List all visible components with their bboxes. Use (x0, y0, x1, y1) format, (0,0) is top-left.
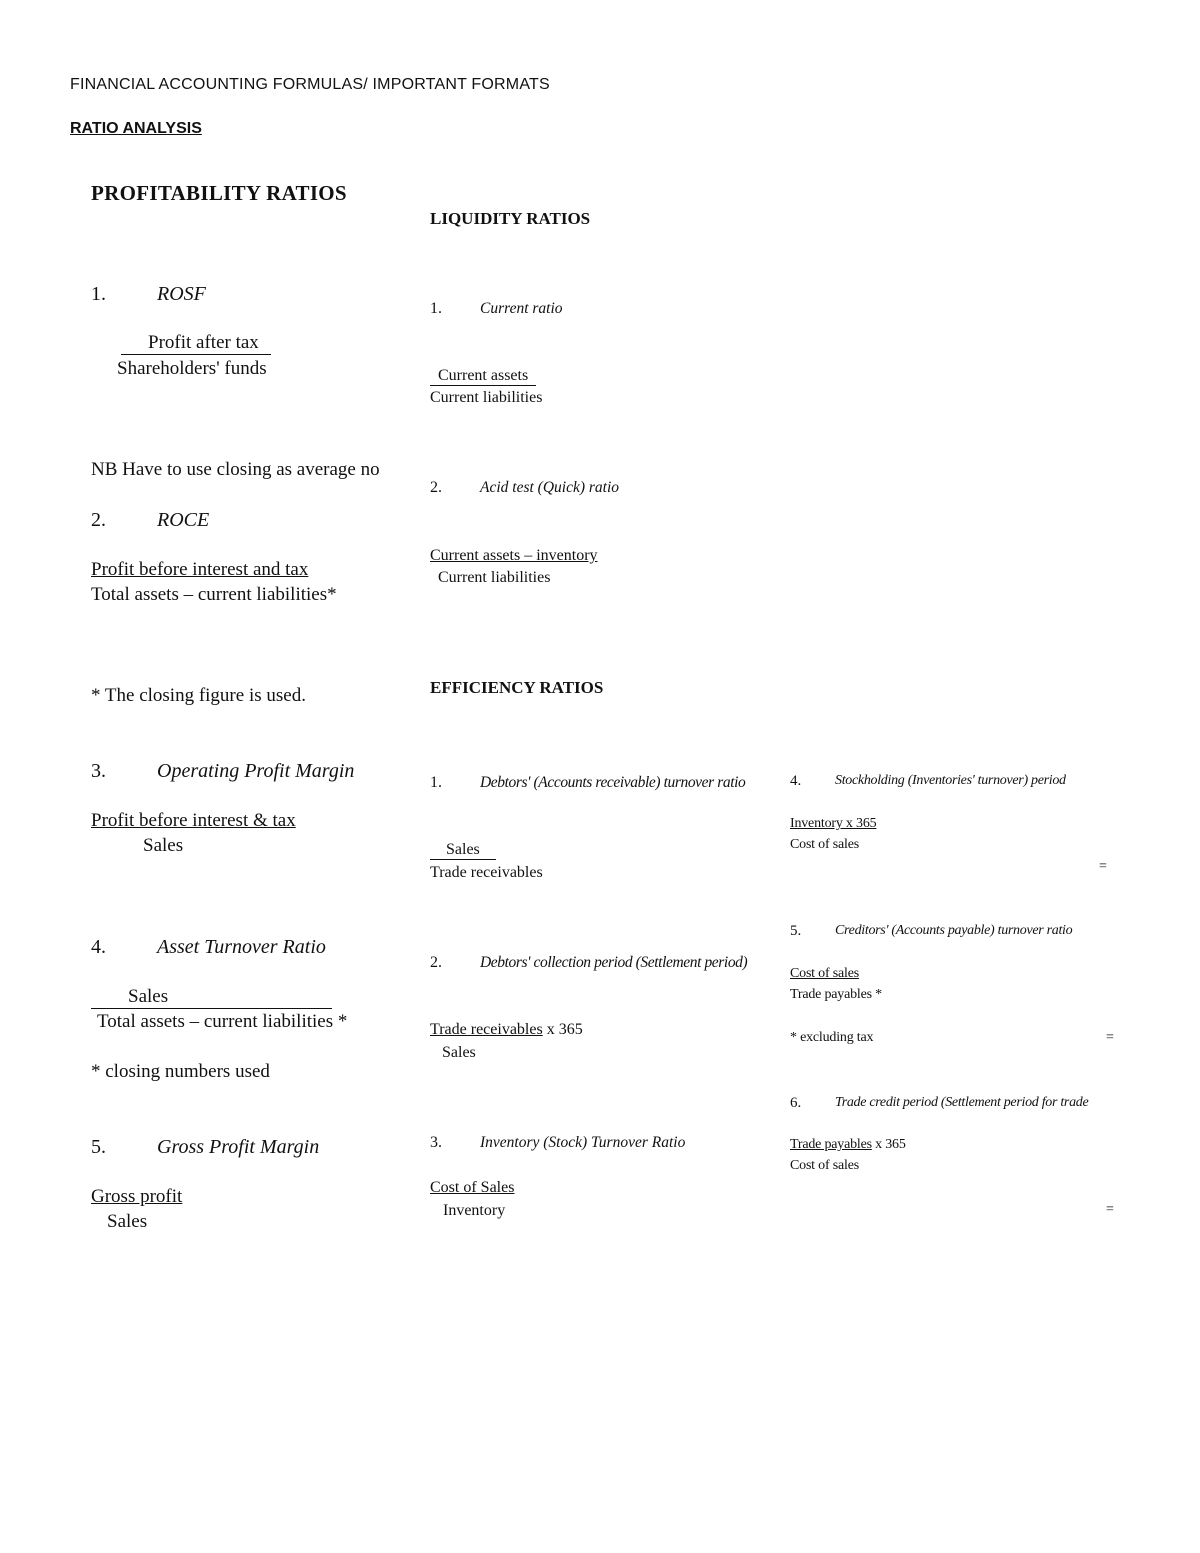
stockholding-denominator: Cost of sales (790, 837, 859, 852)
roce-numerator: Profit before interest and tax (91, 559, 309, 580)
roce-number: 2. (91, 509, 106, 531)
rosf-numerator: Profit after tax (148, 332, 259, 353)
creditors-turnover-title: Creditors' (Accounts payable) turnover ratio (835, 923, 1073, 938)
trade-credit-equals: = (1106, 1202, 1114, 1217)
rosf-denominator: Shareholders' funds (117, 358, 267, 379)
collection-period-number: 2. (430, 954, 442, 971)
trade-credit-numerator-line (790, 1137, 906, 1153)
current-ratio-denominator: Current liabilities (430, 389, 543, 406)
atr-denominator: Total assets – current liabilities * (97, 1011, 348, 1032)
stockholding-numerator: Inventory x 365 (790, 816, 877, 831)
current-ratio-fraction-line (430, 385, 536, 386)
acid-test-numerator: Current assets – inventory (430, 547, 598, 564)
stockholding-equals: = (1099, 859, 1107, 874)
roce-denominator: Total assets – current liabilities* (91, 584, 337, 605)
creditors-turnover-note: * excluding tax (790, 1030, 874, 1045)
debtors-turnover-title: Debtors' (Accounts receivable) turnover ratio (480, 774, 746, 791)
rosf-number: 1. (91, 283, 106, 305)
section-title: RATIO ANALYSIS (70, 120, 202, 137)
creditors-turnover-denominator: Trade payables * (790, 987, 882, 1002)
rosf-note: NB Have to use closing as average no (91, 459, 380, 480)
gpm-denominator: Sales (107, 1211, 148, 1232)
acid-test-title: Acid test (Quick) ratio (480, 479, 620, 496)
trade-credit-title: Trade credit period (Settlement period for trade (835, 1095, 1089, 1110)
opm-number: 3. (91, 760, 106, 782)
creditors-turnover-number: 5. (790, 923, 802, 939)
trade-credit-denominator: Cost of sales (790, 1158, 859, 1173)
inventory-turnover-denominator: Inventory (443, 1202, 506, 1219)
debtors-turnover-number: 1. (430, 774, 442, 791)
roce-note: * The closing figure is used. (91, 685, 306, 706)
current-ratio-title: Current ratio (480, 300, 563, 317)
gpm-numerator: Gross profit (91, 1186, 183, 1207)
opm-numerator: Profit before interest & tax (91, 810, 296, 831)
gpm-title: Gross Profit Margin (157, 1136, 320, 1158)
atr-fraction-line (91, 1008, 332, 1009)
collection-period-numerator: Trade receivables (430, 1021, 543, 1038)
collection-period-numerator-line (430, 1021, 583, 1039)
rosf-fraction-line (121, 354, 271, 355)
efficiency-heading: EFFICIENCY RATIOS (430, 678, 604, 697)
inventory-turnover-number: 3. (430, 1134, 442, 1151)
profitability-heading: PROFITABILITY RATIOS (91, 181, 347, 205)
opm-denominator: Sales (143, 835, 184, 856)
creditors-turnover-numerator: Cost of sales (790, 966, 859, 981)
debtors-turnover-denominator: Trade receivables (430, 864, 543, 881)
debtors-turnover-fraction-line (430, 859, 496, 860)
stockholding-number: 4. (790, 773, 802, 789)
stockholding-title: Stockholding (Inventories' turnover) period (835, 773, 1066, 788)
atr-number: 4. (91, 936, 106, 958)
roce-title: ROCE (157, 509, 210, 531)
inventory-turnover-numerator: Cost of Sales (430, 1179, 515, 1196)
opm-title: Operating Profit Margin (157, 760, 355, 782)
trade-credit-number: 6. (790, 1095, 802, 1111)
collection-period-multiplier: x 365 (542, 1021, 583, 1038)
gpm-number: 5. (91, 1136, 106, 1158)
atr-numerator: Sales (128, 986, 169, 1007)
trade-credit-numerator: Trade payables (790, 1137, 872, 1152)
inventory-turnover-title: Inventory (Stock) Turnover Ratio (480, 1134, 686, 1151)
acid-test-denominator: Current liabilities (438, 569, 551, 586)
collection-period-title: Debtors' collection period (Settlement period) (480, 954, 748, 971)
trade-credit-multiplier: x 365 (871, 1137, 906, 1152)
current-ratio-number: 1. (430, 300, 442, 317)
rosf-title: ROSF (157, 283, 206, 305)
atr-note: * closing numbers used (91, 1061, 270, 1082)
debtors-turnover-numerator: Sales (446, 841, 480, 858)
liquidity-heading: LIQUIDITY RATIOS (430, 209, 591, 228)
document-title: FINANCIAL ACCOUNTING FORMULAS/ IMPORTANT FORMATS (70, 76, 550, 93)
collection-period-denominator: Sales (442, 1044, 476, 1061)
acid-test-number: 2. (430, 479, 442, 496)
current-ratio-numerator: Current assets (438, 367, 529, 384)
atr-title: Asset Turnover Ratio (157, 936, 326, 958)
creditors-turnover-equals: = (1106, 1030, 1114, 1045)
